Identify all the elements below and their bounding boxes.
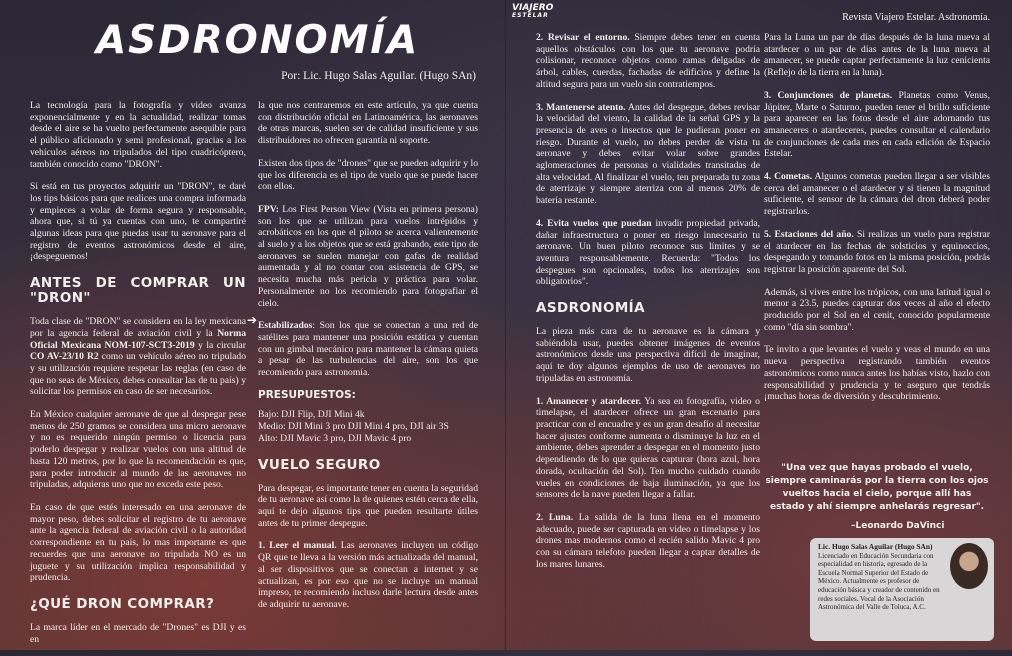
paragraph: Si está en tus proyectos adquirir un "DRON", te daré los tips básicos para que realices una compra informada y empieces a volar de forma segura y responsable, ahora que, si tú ya cuentas con uno, te compartiré algunas ideas para que puedas usar tu aeronave para el registro de eventos astronómicos desde el aire, ¡despeguemos!	[30, 181, 246, 263]
budget-high: Alto: DJI Mavic 3 pro, DJI Mavic 4 pro	[258, 432, 412, 444]
section-heading: PRESUPUESTOS:	[258, 388, 356, 401]
author-name: Lic. Hugo Salas Aguilar (Hugo SAn)	[818, 542, 933, 551]
byline: Por: Lic. Hugo Salas Aguilar. (Hugo SAn)	[281, 70, 476, 82]
paragraph: la que nos centraremos en este artículo, ya que cuenta con distribución oficial en Latinoamérica, las aeronaves de otras marcas, suelen ser de calidad insuficiente y sus distribuidores no ofrecen garantía ni soporte.	[258, 100, 478, 147]
paragraph: La tecnología para la fotografía y video avanza exponencialmente y en la actualidad, realizar tomas desde el aire se ha vuelto perfectamente asequible para el público aficionado y semi profesional, gracias a los vehículos aéreos no tripulados del tipo cuadricóptero, también conocido como "DRON".	[30, 100, 246, 170]
arrow-icon: ➔	[247, 313, 258, 327]
paragraph: 3. Mantenerse atento. Antes del despegue, debes revisar la velocidad del viento, la calidad de la señal GPS y la presencia de aves o insectos que le pudieran poner en riesgo. Durante el vuelo, no debes perder de vista tu aeronave y debes evitar volar sobre grandes aglomeraciones de personas o vialidades transitadas de alta velocidad. Al finalizar el vuelo, ten preparada tu zona de aterrizaje y siempre aterriza con al menos 20% de batería restante.	[536, 101, 760, 207]
section-heading: ANTES DE COMPRAR UN "DRON"	[30, 275, 246, 307]
avatar	[950, 543, 988, 589]
section-heading: VUELO SEGURO	[258, 456, 381, 473]
paragraph: Te invito a que levantes el vuelo y veas el mundo en una nueva perspectiva registrando también eventos astronómicos como nunca antes los habías visto, hazlo con responsabilidad y prudencia y te aseguro que tendrás ¡muchas horas de diversión y descubrimiento.	[764, 344, 990, 403]
paragraph: 4. Cometas. Algunos cometas pueden llegar a ser visibles cerca del amanecer o el atardecer y si tienen la magnitud suficiente, el sensor de la cámara del dron deberá poder registrarlos.	[764, 171, 990, 218]
author-bio-box	[810, 538, 994, 641]
paragraph: La marca líder en el mercado de "Drones" es DJI y es en	[30, 621, 246, 645]
right-column-2	[764, 32, 990, 414]
right-column-1	[536, 32, 760, 581]
paragraph: 1. Amanecer y atardecer. Ya sea en fotografía, video o timelapse, el atardecer ofrece un gran escenario para practicar con el encuadre y es un gran desafío al necesitar hacer ajustes conforme aumenta o disminuye la luz en el ambiente, debes aprender a despegar en el momento justo dependiendo de lo que quieras capturar (hora azul, hora dorada, ocultación del Sol). Ten mucho cuidado cuando vueles en condiciones de baja iluminación, ya que los sensores de la nave pueden llegar a fallar.	[536, 395, 760, 501]
paragraph: La pieza más cara de tu aeronave es la cámara y sabiéndola usar, puedes obtener imágenes de eventos astronómicos desde una perspectiva difícil de imaginar, aquí te doy algunos ejemplos de uso de aeronaves no tripuladas en astronomía.	[536, 326, 760, 384]
paragraph: Estabilizados: Son los que se conectan a una red de satélites para mantener una posición estática y cuentan con un gimbal mecánico para mantener la cámara quieta a pesar de las turbulencias del aire, son los que recomiendo para astronomía.	[258, 320, 478, 379]
paragraph: Toda clase de "DRON" se considera en la ley mexicana por la agencia federal de aviación civil y la Norma Oficial Mexicana NOM-107-SCT3-2019 y la circular CO AV-23/10 R2 como un vehículo aéreo no tripulado y su utilización requiere respetar las reglas (en caso de que no seas de México, debes consultar las de tu país) y solicitar los permisos en caso de ser necesarios.	[30, 316, 246, 398]
paragraph: FPV: Los First Person View (Vista en primera persona) son los que se utilizan para vuelos intrépidos y acrobáticos en los que el piloto se acerca valientemente al suelo y a los objetos que se está grabando, este tipo de aeronaves se suelen manejar con gafas de realidad aumentada y al no contar con asistencia de GPS, se necesita mucha más pericia y práctica para volar. Personalmente no los recomiendo para fotografiar el cielo.	[258, 203, 478, 309]
paragraph: Existen dos tipos de "drones" que se pueden adquirir y lo que los diferencia es el tipo de vuelo que se puede hacer con ellos.	[258, 157, 478, 193]
paragraph: 5. Estaciones del año. Si realizas un vuelo para registrar el atardecer en las fechas de solsticios y equinoccios, despegando y tomando fotos en la misma posición, podrás registrar la posición aparente del Sol.	[764, 228, 990, 275]
left-column-1	[30, 100, 246, 656]
budget-low: Bajo: DJI Flip, DJI Mini 4k	[258, 409, 365, 421]
paragraph: Además, si vives entre los trópicos, con una latitud igual o menor a 23.5, puedes capturar dos veces al año el efecto producido por el Sol en el cenit, conocido popularmente como "día sin sombra".	[764, 286, 990, 333]
paragraph: 4. Evita vuelos que puedan invadir propiedad privada, dañar infraestructura o poner en riesgo innecesario tu aeronave. Un buen piloto reconoce sus límites y se aventura responsablemente. Recuerda: "Todos los despegues son opcionales, todos los aterrizajes son obligatorios".	[536, 217, 760, 288]
budget-mid: Medio: DJI Mini 3 pro DJI Mini 4 pro, DJI air 3S	[258, 421, 449, 433]
section-heading: ASDRONOMÍA	[536, 300, 645, 317]
paragraph: 3. Conjunciones de planetas. Planetas como Venus, Júpiter, Marte o Saturno, pueden tener el brillo suficiente para aparecer en las fotos desde el aire adornando tus amaneceres o atardeceres, puedes consultar el calendario de conjunciones de cada mes en cada edición de Espacio Estelar.	[764, 89, 990, 160]
paragraph: En México cualquier aeronave de que al despegar pese menos de 250 gramos se considera una micro aeronave y no es requerido ningún permiso o licencia para poderlo despegar y realizar vuelos con una altitud de hasta 120 metros, por lo que la recomendación es que, para poder introducir al mundo de las aeronaves no tripuladas, adquieras uno que no exceda este peso.	[30, 409, 246, 491]
right-page	[506, 0, 1012, 650]
magazine-logo: VIAJERO ESTELAR	[512, 3, 554, 19]
left-column-2	[258, 100, 478, 622]
quote-author: –Leonardo DaVinci	[851, 521, 945, 531]
pull-quote: "Una vez que hayas probado el vuelo, siempre caminarás por la tierra con los ojos vueltos hacia el cielo, porque allí has estado y ahí siempre anhelarás regresar".	[765, 463, 989, 512]
paragraph: En caso de que estés interesado en una aeronave de mayor peso, debes solicitar el registro de tu aeronave ante la agencia federal de aviación civil o la autoridad correspondiente en tu país, lo mas importante es que recuerdes que una aeronave no tripulada NO es un juguete y su utilización implica responsabilidad y prudencia.	[30, 501, 246, 584]
article-title: ASDRONOMÍA	[96, 18, 420, 63]
paragraph: 2. Revisar el entorno. Siempre debes tener en cuenta aquellos obstáculos con los que tu aeronave podría colisionar, reconoce objetos como ramas delgadas de árbol, cables, cuerdas, fachadas de edificios y define la altitud segura para un vuelo sin contratiempos.	[536, 32, 761, 90]
left-page	[0, 0, 506, 650]
author-bio-text: Licenciado en Educación Secundaria con especialidad en historia, egresado de la Escuela Normal Superior del Estado de México. Actualmente es profesor de educación básica y creador de contenido en redes sociales. Vocal de la Asociación Astronómica del Valle de Toluca, A.C.	[818, 551, 940, 612]
paragraph: Para la Luna un par de días después de la luna nueva al atardecer o un par de días antes de la luna nueva al amanecer, se puede captar perfectamente la luz cenicienta (Reflejo de la tierra en la luna).	[764, 32, 990, 79]
paragraph: 2. Luna. La salida de la luna llena en el momento adecuado, puede ser capturada en video o timelapse y los drones mas modernos como el recién salido Mavic 4 pro con su cámara telefoto pueden llegar a captar detalles de los mares lunares.	[536, 511, 760, 570]
running-header: Revista Viajero Estelar. Asdronomía.	[842, 12, 990, 23]
paragraph: 1. Leer el manual. Las aeronaves incluyen un código QR que te lleva a la versión más actualizada del manual, al ser dispositivos que se conectan a internet y se actualizan, es por eso que no se incluye un manual impreso, te recomiendo incluso darle lectura desde antes de adquirir tu aeronave.	[258, 540, 478, 610]
paragraph: Para despegar, es importante tener en cuenta la seguridad de tu aeronave así como la de quienes estén cerca de ella, aquí te dejo algunos tips que pueden resultarte útiles antes de tu primer despegue.	[258, 482, 479, 529]
section-heading: ¿QUÉ DRON COMPRAR?	[30, 595, 215, 612]
